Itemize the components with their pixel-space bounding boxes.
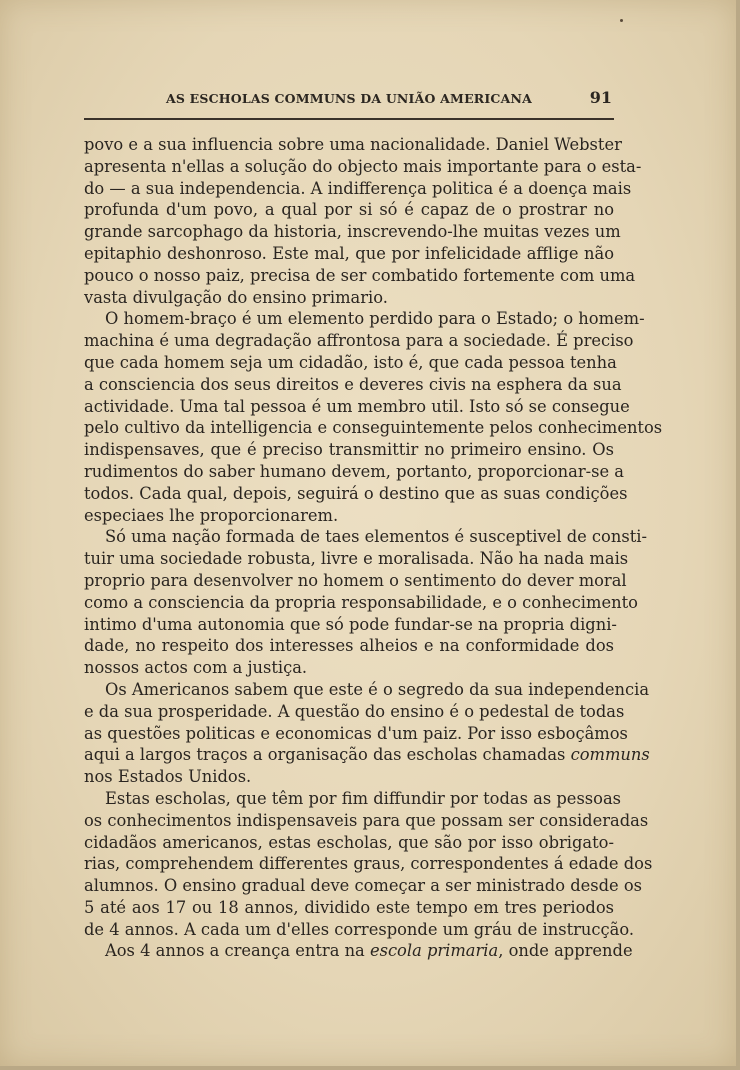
text-line: Estas escholas, que têm por fim diffundir por todas as pessoas: [105, 788, 622, 808]
text-line: rias, comprehendem differentes graus, correspondentes á edade dos: [84, 854, 653, 874]
text-line: e da sua prosperidade. A questão do ensino é o pedestal de todas: [84, 701, 625, 721]
text-segment: Aos 4 annos a creança entra na: [105, 941, 370, 961]
text-line: vasta divulgação do ensino primario.: [84, 287, 388, 307]
emphasis-communs: communs: [570, 745, 650, 765]
text-line: de 4 annos. A cada um d'elles corresponde um gráu de instrucção.: [84, 919, 635, 939]
text-segment: aqui a largos traços a organisação das escholas chamadas: [84, 745, 571, 765]
running-title: AS ESCHOLAS COMMUNS DA UNIÃO AMERICANA: [165, 91, 533, 106]
page-number: 91: [589, 88, 612, 107]
text-line: machina é uma degradação affrontosa para a sociedade. É preciso: [84, 331, 634, 351]
body-text: [84, 134, 663, 962]
text-line: especiaes lhe proporcionarem.: [84, 505, 339, 525]
text-line: como a consciencia da propria responsabilidade, e o conhecimento: [84, 592, 638, 612]
text-line: pelo cultivo da intelligencia e conseguintemente pelos conhecimentos: [84, 418, 663, 438]
text-line: tuir uma sociedade robusta, livre e moralisada. Não ha nada mais: [84, 549, 629, 569]
text-line: que cada homem seja um cidadão, isto é, que cada pessoa tenha: [84, 352, 617, 372]
emphasis-escola-primaria: escola primaria: [369, 941, 499, 961]
text-line: O homem-braço é um elemento perdido para o Estado; o homem-: [105, 309, 645, 329]
text-line: profunda d'um povo, a qual por si só é capaz de o prostrar no: [84, 200, 614, 220]
text-line: os conhecimentos indispensaveis para que possam ser consideradas: [84, 810, 649, 830]
text-line: rudimentos do saber humano devem, portanto, proporcionar-se a: [84, 461, 625, 481]
text-line: Os Americanos sabem que este é o segredo da sua independencia: [105, 679, 650, 699]
text-line: a consciencia dos seus direitos e deveres civis na esphera da sua: [84, 374, 622, 394]
text-line: nossos actos com a justiça.: [84, 658, 308, 678]
text-line: do — a sua independencia. A indifferença politica é a doença mais: [84, 178, 632, 198]
text-line: nos Estados Unidos.: [84, 767, 252, 787]
text-line: indispensaves, que é preciso transmittir no primeiro ensino. Os: [84, 440, 614, 460]
text-line: 5 até aos 17 ou 18 annos, dividido este tempo em tres periodos: [84, 897, 614, 917]
text-line: apresenta n'ellas a solução do objecto mais importante para o esta-: [84, 156, 642, 176]
text-line: as questões politicas e economicas d'um paiz. Por isso esboçâmos: [84, 723, 628, 743]
text-line: proprio para desenvolver no homem o sentimento do dever moral: [84, 570, 627, 590]
text-line: grande sarcophago da historia, inscrevendo-lhe muitas vezes um: [84, 222, 621, 242]
text-line: alumnos. O ensino gradual deve começar a ser ministrado desde os: [84, 876, 643, 896]
running-head: [84, 86, 614, 108]
text-line: intimo d'uma autonomia que só pode fundar-se na propria digni-: [84, 614, 617, 634]
text-segment: , onde apprende: [498, 941, 633, 961]
text-line: pouco o nosso paiz, precisa de ser combatido fortemente com uma: [84, 265, 636, 285]
paper-speck: [620, 19, 623, 22]
header-rule: [84, 118, 614, 120]
text-line: povo e a sua influencia sobre uma nacionalidade. Daniel Webster: [84, 135, 622, 154]
text-line-with-emphasis: [84, 744, 650, 766]
text-line: Só uma nação formada de taes elementos é susceptivel de consti-: [105, 527, 647, 547]
text-line: cidadãos americanos, estas escholas, que são por isso obrigato-: [84, 832, 614, 852]
text-line: dade, no respeito dos interesses alheios e na conformidade dos: [84, 636, 614, 656]
text-line: actividade. Uma tal pessoa é um membro util. Isto só se consegue: [84, 396, 630, 416]
text-line: epitaphio deshonroso. Este mal, que por infelicidade afflige não: [84, 243, 614, 263]
text-line-with-emphasis: [84, 940, 633, 962]
text-line: todos. Cada qual, depois, seguirá o destino que as suas condições: [84, 483, 628, 503]
